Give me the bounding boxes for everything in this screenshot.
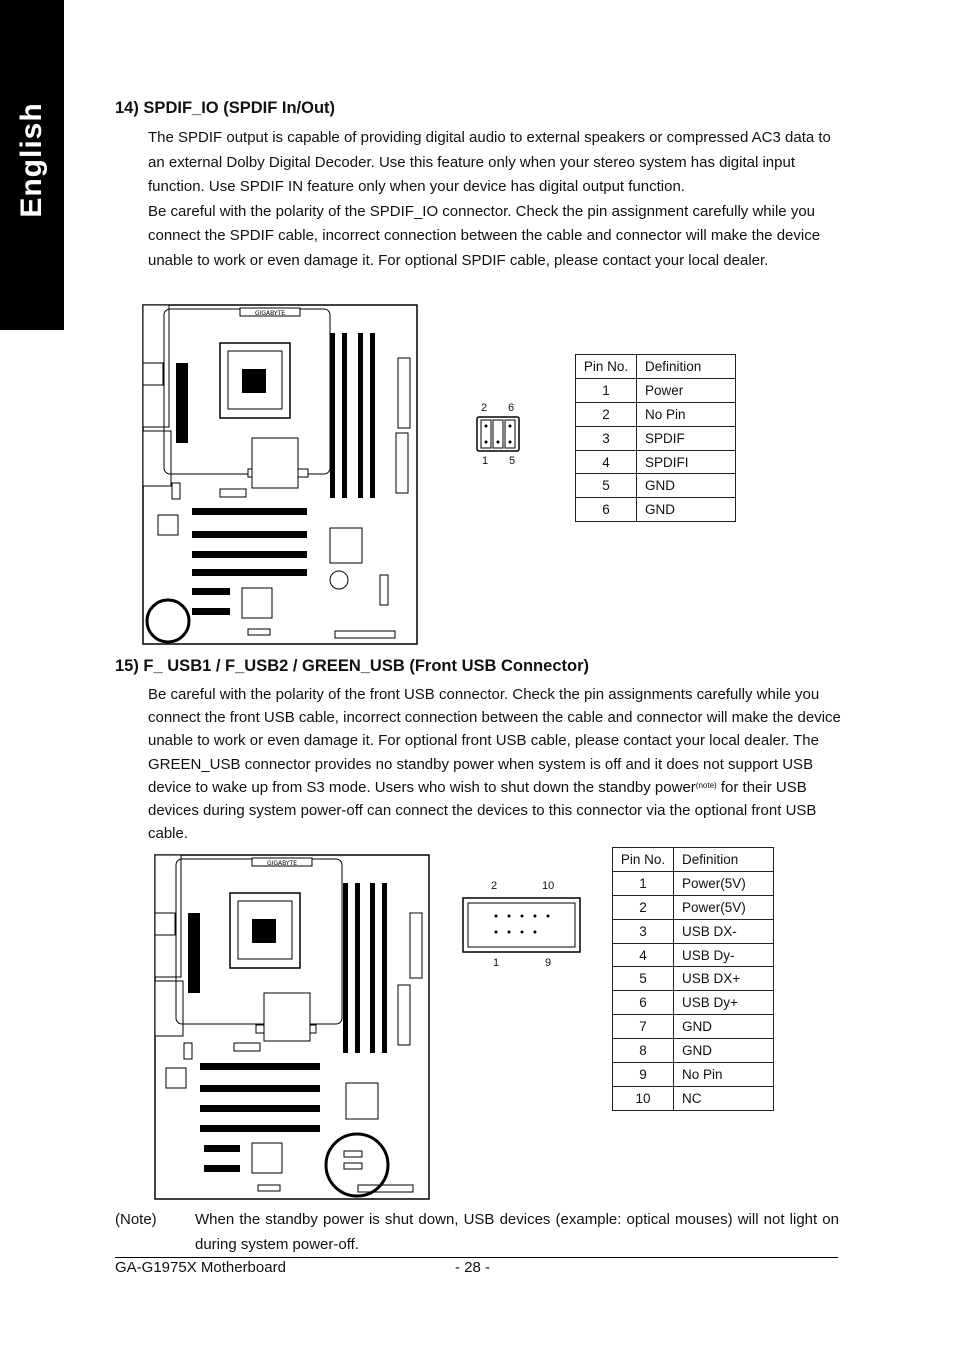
note-reference: (note) — [695, 780, 717, 790]
usb-pin-label-2: 2 — [491, 880, 498, 892]
table-header-definition: Definition — [637, 355, 736, 379]
pin-number-cell: 1 — [576, 378, 637, 402]
table-row — [576, 474, 736, 498]
pin-number-cell: 6 — [576, 498, 637, 522]
pin-definition-cell: GND — [637, 474, 736, 498]
table-row — [613, 967, 774, 991]
language-label: English — [15, 102, 48, 218]
language-side-tab — [0, 0, 64, 330]
pin-number-cell: 4 — [613, 943, 674, 967]
pin-definition-cell: GND — [674, 1015, 774, 1039]
board-logo-top: GIGABYTE — [254, 310, 286, 317]
usb-connector-diagram — [462, 897, 582, 953]
usb-pin-label-1: 1 — [493, 957, 500, 969]
table-row — [613, 991, 774, 1015]
pin-number-cell: 7 — [613, 1015, 674, 1039]
section-15-text-tail: for their USB devices during system power-off can connect the devices to this connector via the optional front USB cable. — [148, 778, 817, 843]
spdif-pin-label-6: 6 — [508, 402, 515, 414]
section-15-heading: 15) F_ USB1 / F_USB2 / GREEN_USB (Front USB Connector) — [115, 657, 589, 675]
pin-definition-cell: No Pin — [637, 402, 736, 426]
table-row — [613, 1063, 774, 1087]
pin-number-cell: 5 — [576, 474, 637, 498]
table-row — [613, 919, 774, 943]
pin-definition-cell: NC — [674, 1086, 774, 1110]
table-header-pin: Pin No. — [613, 848, 674, 872]
pin-number-cell: 1 — [613, 871, 674, 895]
pin-number-cell: 8 — [613, 1039, 674, 1063]
section-15-paragraph — [148, 683, 843, 845]
table-row — [613, 1086, 774, 1110]
pin-definition-cell: Power — [637, 378, 736, 402]
pin-definition-cell: Power(5V) — [674, 871, 774, 895]
page-number: - 28 - — [455, 1259, 491, 1276]
table-row — [613, 895, 774, 919]
footnote-tag: (Note) — [115, 1211, 157, 1228]
motherboard-diagram-spdif — [140, 303, 420, 648]
usb-pin-label-9: 9 — [545, 957, 552, 969]
pin-definition-cell: USB DX- — [674, 919, 774, 943]
pin-definition-cell: SPDIFI — [637, 450, 736, 474]
table-row — [613, 1015, 774, 1039]
table-row — [576, 402, 736, 426]
pin-number-cell: 3 — [576, 426, 637, 450]
pin-number-cell: 2 — [613, 895, 674, 919]
pin-number-cell: 6 — [613, 991, 674, 1015]
section-14-body — [148, 126, 843, 273]
table-header-row — [576, 355, 736, 379]
table-row — [576, 498, 736, 522]
pin-definition-cell: Power(5V) — [674, 895, 774, 919]
table-row — [576, 450, 736, 474]
table-header-row — [613, 848, 774, 872]
section-14-paragraph-2: Be careful with the polarity of the SPDIF_IO connector. Check the pin assignment carefully while you connect the SPDIF cable, incorrect connection between the cable and connector will make the device unable to work or even damage it. For optional SPDIF cable, please contact your local dealer. — [148, 202, 821, 269]
footnote-text: When the standby power is shut down, USB devices (example: optical mouses) will not light on during system power-off. — [195, 1211, 839, 1253]
pin-number-cell: 9 — [613, 1063, 674, 1087]
section-14-heading: 14) SPDIF_IO (SPDIF In/Out) — [115, 99, 336, 117]
table-header-pin: Pin No. — [576, 355, 637, 379]
table-row — [576, 426, 736, 450]
pin-number-cell: 5 — [613, 967, 674, 991]
spdif-pin-label-5: 5 — [509, 455, 516, 467]
table-row — [576, 378, 736, 402]
section-14-paragraph-1: The SPDIF output is capable of providing digital audio to external speakers or compressed AC3 data to an external Dolby Digital Decoder. Use this feature only when your stereo system has digital input function. Use SPDIF IN feature only when your device has digital output function. — [148, 129, 831, 195]
footer-rule — [115, 1257, 838, 1258]
table-header-definition: Definition — [674, 848, 774, 872]
section-15-text: Be careful with the polarity of the front USB connector. Check the pin assignments carefully while you connect the front USB cable, incorrect connection between the cable and connector will make the device unable to work or even damage it. For optional front USB cable, please contact your local dealer. The GREEN_USB connector provides no standby power when system is off and it does not support USB device to wake up from S3 mode. Users who wish to shut down the standby power — [148, 686, 841, 796]
pin-number-cell: 3 — [613, 919, 674, 943]
spdif-pin-label-1: 1 — [482, 455, 489, 467]
pin-definition-cell: USB Dy+ — [674, 991, 774, 1015]
pin-definition-cell: USB DX+ — [674, 967, 774, 991]
usb-pin-table — [612, 847, 774, 1111]
pin-number-cell: 2 — [576, 402, 637, 426]
spdif-pin-label-2: 2 — [481, 402, 488, 414]
footer-model: GA-G1975X Motherboard — [115, 1259, 286, 1276]
pin-definition-cell: No Pin — [674, 1063, 774, 1087]
pin-number-cell: 4 — [576, 450, 637, 474]
pin-definition-cell: GND — [674, 1039, 774, 1063]
motherboard-diagram-usb — [148, 853, 433, 1203]
pin-definition-cell: USB Dy- — [674, 943, 774, 967]
table-row — [613, 943, 774, 967]
pin-definition-cell: GND — [637, 498, 736, 522]
board-logo-top-2: GIGABYTE — [266, 860, 298, 867]
usb-pin-label-10: 10 — [542, 880, 555, 892]
spdif-connector-diagram — [476, 416, 520, 452]
spdif-pin-table — [575, 354, 736, 522]
section-15-body — [148, 683, 843, 845]
pin-number-cell: 10 — [613, 1086, 674, 1110]
pin-definition-cell: SPDIF — [637, 426, 736, 450]
table-row — [613, 1039, 774, 1063]
table-row — [613, 871, 774, 895]
